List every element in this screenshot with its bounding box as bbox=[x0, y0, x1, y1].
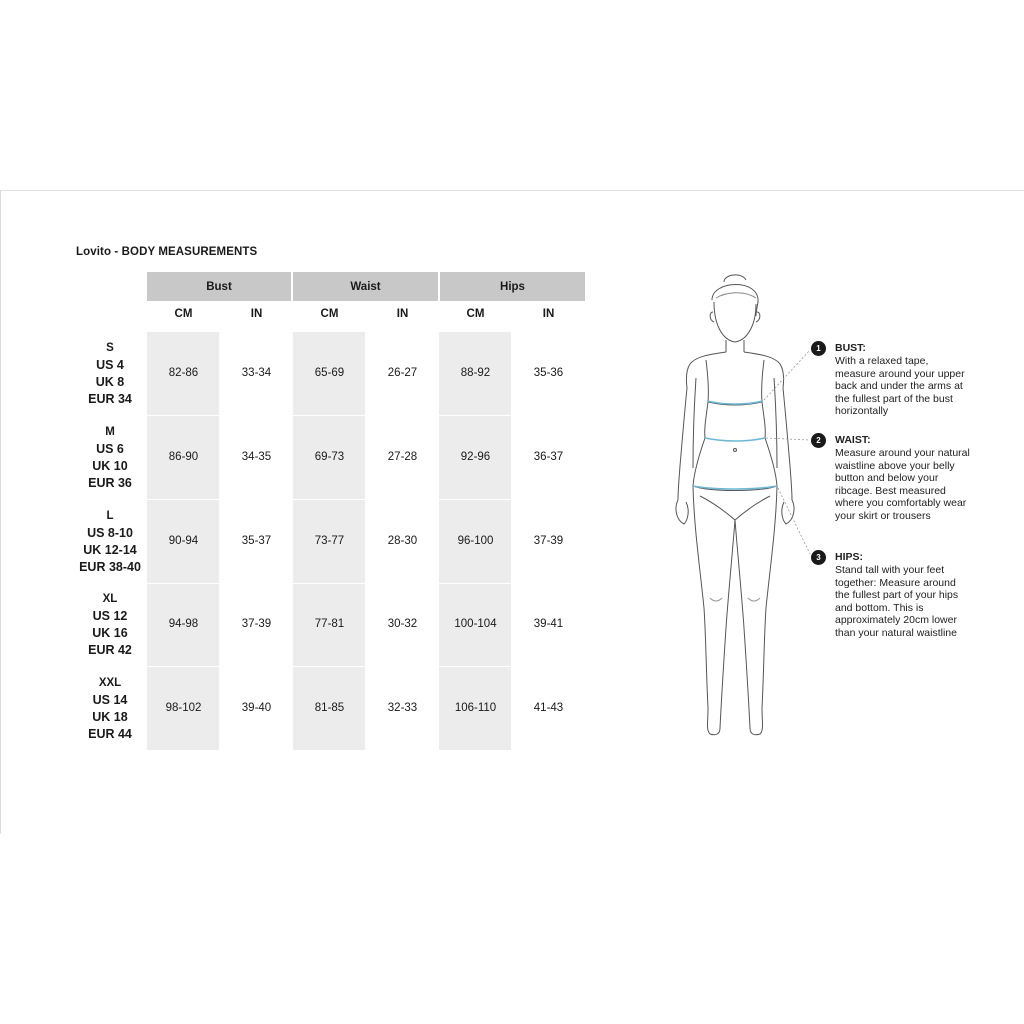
cell-xxl-waist-in: 32-33 bbox=[387, 702, 418, 714]
size-label-xxl: XXL US 14 UK 18 EUR 44 bbox=[88, 677, 132, 741]
cell-xl-hips-cm: 100-104 bbox=[454, 618, 497, 630]
cell-l-waist-in: 28-30 bbox=[387, 535, 418, 547]
step-2-badge: 2 bbox=[811, 433, 826, 448]
chart-title: Lovito - BODY MEASUREMENTS bbox=[76, 246, 258, 258]
size-label-xl: XL US 12 UK 16 EUR 42 bbox=[88, 593, 132, 657]
unit-waist-cm: CM bbox=[320, 308, 339, 320]
step-1-badge: 1 bbox=[811, 341, 826, 356]
cell-xl-bust-cm: 94-98 bbox=[168, 618, 199, 630]
cell-s-hips-cm: 88-92 bbox=[460, 367, 491, 379]
cell-xxl-waist-cm: 81-85 bbox=[314, 702, 345, 714]
cell-xxl-bust-in: 39-40 bbox=[241, 702, 272, 714]
cell-l-bust-in: 35-37 bbox=[241, 535, 272, 547]
step-3-badge: 3 bbox=[811, 550, 826, 565]
unit-bust-cm: CM bbox=[174, 308, 193, 320]
cell-m-bust-cm: 86-90 bbox=[168, 451, 199, 463]
cell-l-bust-cm: 90-94 bbox=[168, 535, 199, 547]
cell-l-waist-cm: 73-77 bbox=[314, 535, 345, 547]
body-figure-illustration bbox=[660, 268, 820, 746]
unit-hips-in: IN bbox=[542, 308, 555, 320]
cell-m-waist-in: 27-28 bbox=[387, 451, 418, 463]
cell-m-hips-in: 36-37 bbox=[533, 451, 564, 463]
size-label-m: M US 6 UK 10 EUR 36 bbox=[88, 426, 132, 490]
cell-s-hips-in: 35-36 bbox=[533, 367, 564, 379]
cell-m-hips-cm: 92-96 bbox=[460, 451, 491, 463]
unit-hips-cm: CM bbox=[466, 308, 485, 320]
cell-xxl-bust-cm: 98-102 bbox=[165, 702, 202, 714]
size-label-l: L US 8-10 UK 12-14 EUR 38-40 bbox=[79, 510, 141, 574]
cell-xl-hips-in: 39-41 bbox=[533, 618, 564, 630]
header-hips: Hips bbox=[440, 272, 585, 301]
header-bust: Bust bbox=[147, 272, 291, 301]
row-divider bbox=[147, 499, 585, 500]
header-waist: Waist bbox=[293, 272, 438, 301]
cell-l-hips-cm: 96-100 bbox=[457, 535, 494, 547]
cell-xl-bust-in: 37-39 bbox=[241, 618, 272, 630]
cell-s-waist-in: 26-27 bbox=[387, 367, 418, 379]
cell-xl-waist-in: 30-32 bbox=[387, 618, 418, 630]
cell-xxl-hips-in: 41-43 bbox=[533, 702, 564, 714]
unit-waist-in: IN bbox=[396, 308, 409, 320]
cell-m-waist-cm: 69-73 bbox=[314, 451, 345, 463]
cell-s-waist-cm: 65-69 bbox=[314, 367, 345, 379]
size-label-s: S US 4 UK 8 EUR 34 bbox=[88, 342, 132, 406]
cell-m-bust-in: 34-35 bbox=[241, 451, 272, 463]
row-divider bbox=[147, 666, 585, 667]
cell-s-bust-cm: 82-86 bbox=[168, 367, 199, 379]
cell-s-bust-in: 33-34 bbox=[241, 367, 272, 379]
row-divider bbox=[147, 415, 585, 416]
cell-xl-waist-cm: 77-81 bbox=[314, 618, 345, 630]
row-divider bbox=[147, 583, 585, 584]
unit-bust-in: IN bbox=[250, 308, 263, 320]
cell-xxl-hips-cm: 106-110 bbox=[454, 702, 497, 714]
cell-l-hips-in: 37-39 bbox=[533, 535, 564, 547]
